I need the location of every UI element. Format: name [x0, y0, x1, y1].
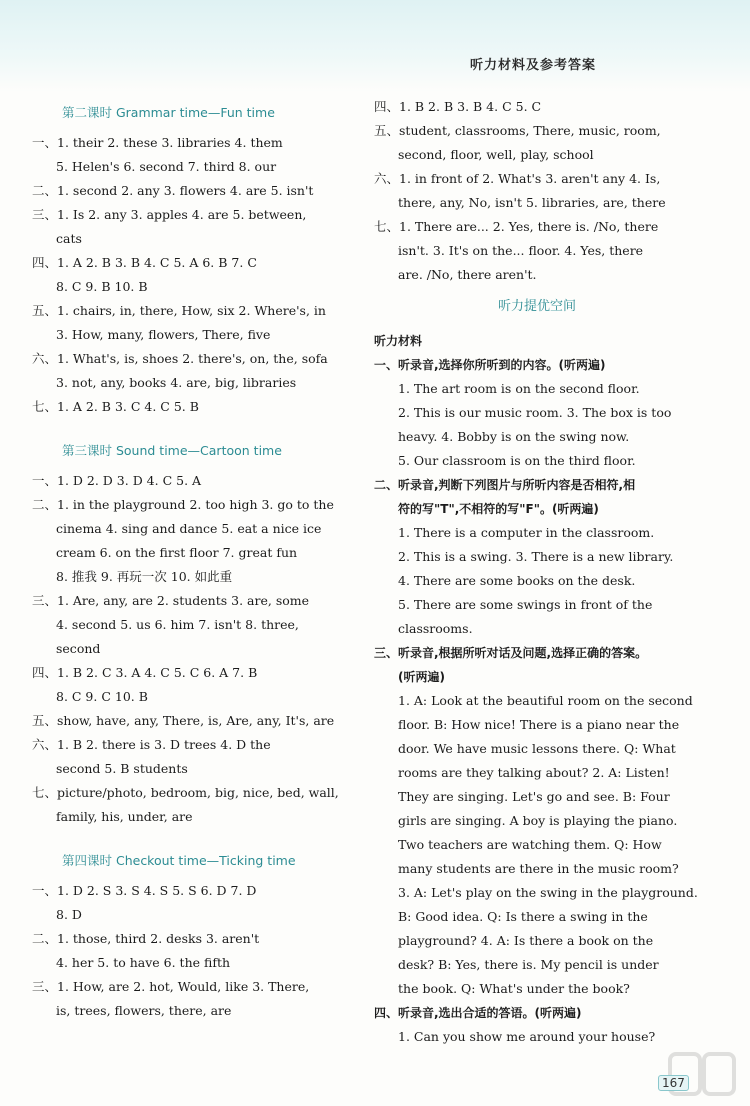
answer-line: 七、picture/photo, bedroom, big, nice, bed, wall, [32, 785, 339, 800]
q3-heading: 三、听录音,根据所听对话及问题,选择正确的答案。 [374, 646, 648, 660]
answer-line: 二、1. in the playground 2. too high 3. go to the [32, 497, 334, 512]
script-line: 4. There are some books on the desk. [398, 573, 636, 588]
answer-line: isn't. 3. It's on the... floor. 4. Yes, there [398, 243, 644, 258]
answer-line: second, floor, well, play, school [398, 147, 594, 162]
answer-line: 五、1. chairs, in, there, How, six 2. Where's, in [32, 303, 326, 318]
q3-lines [374, 689, 700, 1001]
lesson2-answers [32, 131, 354, 419]
answer-line: 4. her 5. to have 6. the fifth [56, 955, 231, 970]
answer-line: 一、1. D 2. S 3. S 4. S 5. S 6. D 7. D [32, 883, 257, 898]
lesson2-title: 第二课时 Grammar time—Fun time [62, 105, 275, 120]
script-line: B: Good idea. Q: Is there a swing in the [398, 909, 648, 924]
script-line: 5. Our classroom is on the third floor. [398, 453, 636, 468]
answer-line: 二、1. those, third 2. desks 3. aren't [32, 931, 260, 946]
lesson3-answers [32, 469, 354, 829]
q1-lines [374, 377, 700, 473]
q2-heading-cont: 符的写"T",不相符的写"F"。(听两遍) [398, 502, 599, 516]
answer-line: 一、1. D 2. D 3. D 4. C 5. A [32, 473, 202, 488]
watermark-logo [666, 1048, 738, 1100]
script-line: 2. This is a swing. 3. There is a new library. [398, 549, 674, 564]
answer-line: cream 6. on the first floor 7. great fun [56, 545, 298, 560]
answer-line: 四、1. A 2. B 3. B 4. C 5. A 6. B 7. C [32, 255, 257, 270]
lesson4-answers [32, 879, 354, 1023]
answer-line: family, his, under, are [56, 809, 193, 824]
script-line: floor. B: How nice! There is a piano near the [398, 717, 680, 732]
answer-line: are. /No, there aren't. [398, 267, 537, 282]
answer-line: 3. How, many, flowers, There, five [56, 327, 271, 342]
answer-line: 六、1. B 2. there is 3. D trees 4. D the [32, 737, 271, 752]
answer-line: 3. not, any, books 4. are, big, libraries [56, 375, 297, 390]
answer-line: cinema 4. sing and dance 5. eat a nice ice [56, 521, 322, 536]
script-line: 1. A: Look at the beautiful room on the second [398, 693, 693, 708]
page-number: 167 [658, 1075, 689, 1091]
script-line: door. We have music lessons there. Q: What [398, 741, 676, 756]
q4-heading: 四、听录音,选出合适的答语。(听两遍) [374, 1006, 582, 1020]
q3-heading-cont: (听两遍) [398, 670, 445, 684]
script-line: the book. Q: What's under the book? [398, 981, 630, 996]
answer-line: 三、1. How, are 2. hot, Would, like 3. There, [32, 979, 310, 994]
script-line: They are singing. Let's go and see. B: Four [398, 789, 670, 804]
script-line: Two teachers are watching them. Q: How [398, 837, 662, 852]
section-title: 听力提优空间 [497, 299, 576, 314]
answer-line: 8. 推我 9. 再玩一次 10. 如此重 [56, 569, 233, 584]
script-line: heavy. 4. Bobby is on the swing now. [398, 429, 630, 444]
script-line: playground? 4. A: Is there a book on the [398, 933, 654, 948]
answer-line: 六、1. What's, is, shoes 2. there's, on, the, sofa [32, 351, 328, 366]
script-line: 1. There is a computer in the classroom. [398, 525, 655, 540]
answer-line: second 5. B students [56, 761, 188, 776]
script-line: 2. This is our music room. 3. The box is too [398, 405, 672, 420]
answer-line: 4. second 5. us 6. him 7. isn't 8. three, [56, 617, 299, 632]
lesson3-title: 第三课时 Sound time—Cartoon time [62, 443, 282, 458]
script-line: 5. There are some swings in front of the [398, 597, 653, 612]
answers-continued [374, 95, 700, 287]
left-column [32, 95, 354, 1023]
header-band [0, 0, 750, 92]
script-line: many students are there in the music room? [398, 861, 679, 876]
script-line: 3. A: Let's play on the swing in the playground. [398, 885, 698, 900]
answer-line: 8. D [56, 907, 82, 922]
answer-line: is, trees, flowers, there, are [56, 1003, 232, 1018]
answer-line: 四、1. B 2. C 3. A 4. C 5. C 6. A 7. B [32, 665, 258, 680]
materials-label: 听力材料 [374, 334, 423, 348]
answer-line: 三、1. Is 2. any 3. apples 4. are 5. between, [32, 207, 307, 222]
script-line: 1. The art room is on the second floor. [398, 381, 640, 396]
lesson4-title: 第四课时 Checkout time—Ticking time [62, 853, 296, 868]
answer-line: there, any, No, isn't 5. libraries, are, there [398, 195, 666, 210]
q1-heading: 一、听录音,选择你所听到的内容。(听两遍) [374, 358, 606, 372]
answer-line: 五、show, have, any, There, is, Are, any, It's, are [32, 713, 335, 728]
answer-line: 七、1. There are... 2. Yes, there is. /No, there [374, 219, 659, 234]
answer-line: 二、1. second 2. any 3. flowers 4. are 5. isn't [32, 183, 314, 198]
answer-line: second [56, 641, 101, 656]
right-column [374, 95, 700, 1049]
answer-line: 5. Helen's 6. second 7. third 8. our [56, 159, 277, 174]
answer-line: 一、1. their 2. these 3. libraries 4. them [32, 135, 283, 150]
q2-heading: 二、听录音,判断下列图片与所听内容是否相符,相 [374, 478, 636, 492]
script-line: classrooms. [398, 621, 473, 636]
answer-line: 七、1. A 2. B 3. C 4. C 5. B [32, 399, 199, 414]
header-title: 听力材料及参考答案 [470, 58, 597, 73]
answer-line: 六、1. in front of 2. What's 3. aren't any 4. Is, [374, 171, 661, 186]
q2-lines [374, 521, 700, 641]
answer-line: 8. C 9. B 10. B [56, 279, 148, 294]
script-line: desk? B: Yes, there is. My pencil is under [398, 957, 659, 972]
answer-line: 四、1. B 2. B 3. B 4. C 5. C [374, 99, 542, 114]
answer-line: cats [56, 231, 82, 246]
script-line: rooms are they talking about? 2. A: Listen! [398, 765, 670, 780]
answer-line: 五、student, classrooms, There, music, room, [374, 123, 661, 138]
script-line: girls are singing. A boy is playing the piano. [398, 813, 678, 828]
answer-line: 8. C 9. C 10. B [56, 689, 148, 704]
answer-line: 三、1. Are, any, are 2. students 3. are, some [32, 593, 310, 608]
script-line: 1. Can you show me around your house? [398, 1029, 656, 1044]
